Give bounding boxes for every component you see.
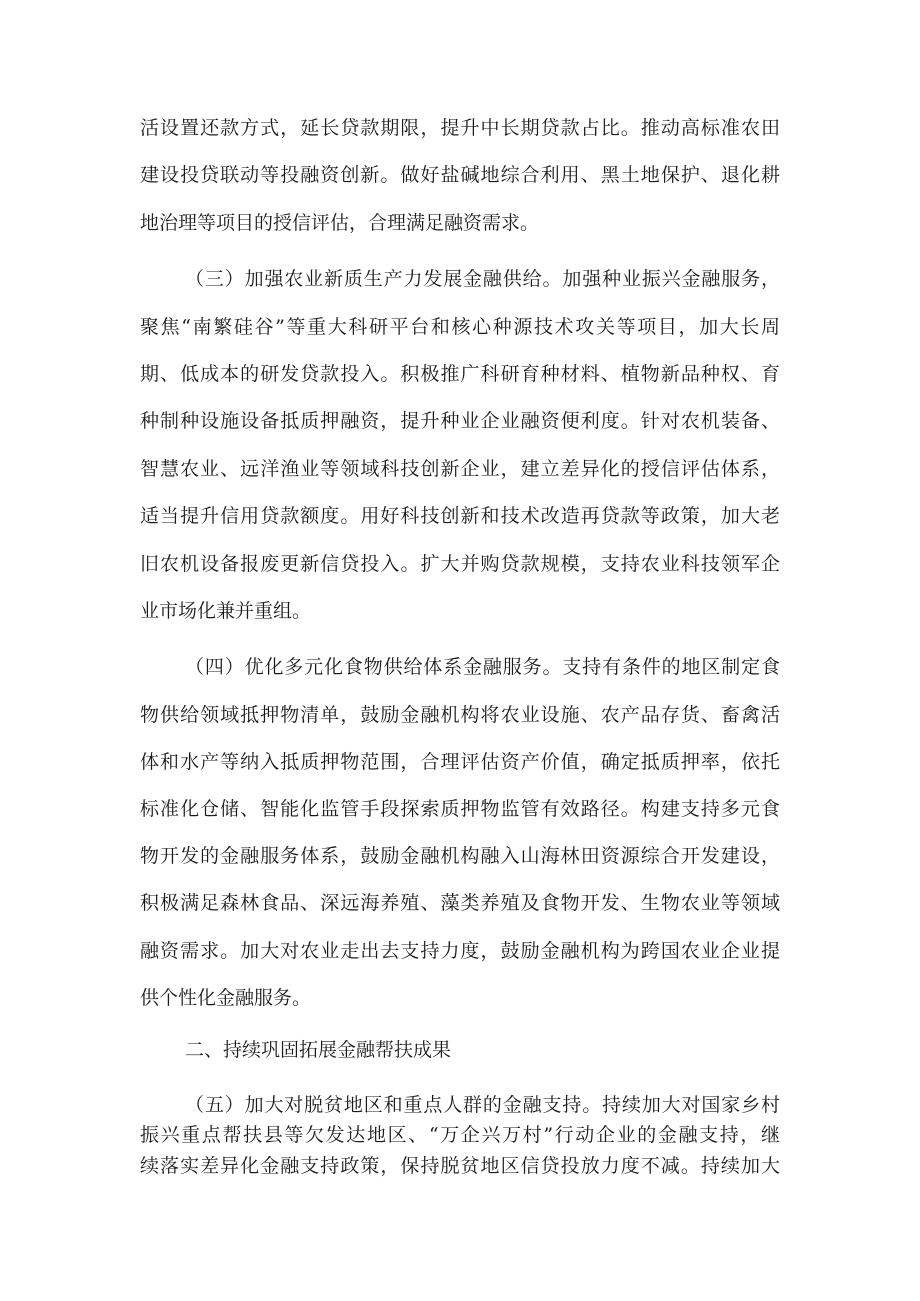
text-line: 地治理等项目的授信评估，合理满足融资需求。 xyxy=(140,212,540,234)
text-line: 体和水产等纳入抵质押物范围，合理评估资产价值，确定抵质押率，依托 xyxy=(140,751,780,773)
text-line: 标准化仓储、智能化监管手段探索质押物监管有效路径。构建支持多元食 xyxy=(140,798,780,820)
text-line: （五）加大对脱贫地区和重点人群的金融支持。持续加大对国家乡村 xyxy=(185,1094,780,1116)
text-line: 积极满足森林食品、深远海养殖、藻类养殖及食物开发、生物农业等领域 xyxy=(140,892,780,914)
text-line: 融资需求。加大对农业走出去支持力度，鼓励金融机构为跨国农业企业提 xyxy=(140,940,780,962)
text-line: （三）加强农业新质生产力发展金融供给。加强种业振兴金融服务， xyxy=(185,268,780,290)
text-line: 旧农机设备报废更新信贷投入。扩大并购贷款规模，支持农业科技领军企 xyxy=(140,553,780,575)
text-line: 物供给领域抵押物清单，鼓励金融机构将农业设施、农产品存货、畜禽活 xyxy=(140,704,780,726)
text-line: 智慧农业、远洋渔业等领域科技创新企业，建立差异化的授信评估体系， xyxy=(140,458,780,480)
text-line: 适当提升信用贷款额度。用好科技创新和技术改造再贷款等政策，加大老 xyxy=(140,505,780,527)
text-line: （四）优化多元化食物供给体系金融服务。支持有条件的地区制定食 xyxy=(185,656,780,678)
text-line: 供个性化金融服务。 xyxy=(140,987,312,1009)
text-line: 活设置还款方式，延长贷款期限，提升中长期贷款占比。推动高标准农田 xyxy=(140,117,780,139)
text-line: 振兴重点帮扶县等欠发达地区、“万企兴万村”行动企业的金融支持，继 xyxy=(140,1124,780,1146)
text-line: 物开发的金融服务体系，鼓励金融机构融入山海林田资源综合开发建设， xyxy=(140,845,780,867)
text-line: 续落实差异化金融支持政策，保持脱贫地区信贷投放力度不减。持续加大 xyxy=(140,1155,780,1177)
text-line: 业市场化兼并重组。 xyxy=(140,600,312,622)
section-heading: 二、持续巩固拓展金融帮扶成果 xyxy=(185,1039,452,1061)
text-line: 期、低成本的研发贷款投入。积极推广科研育种材料、植物新品种权、育 xyxy=(140,363,780,385)
text-line: 建设投贷联动等投融资创新。做好盐碱地综合利用、黑土地保护、退化耕 xyxy=(140,164,780,186)
text-line: 种制种设施设备抵质押融资，提升种业企业融资便利度。针对农机装备、 xyxy=(140,410,780,432)
text-line: 聚焦“南繁硅谷”等重大科研平台和核心种源技术攻关等项目，加大长周 xyxy=(140,316,780,338)
